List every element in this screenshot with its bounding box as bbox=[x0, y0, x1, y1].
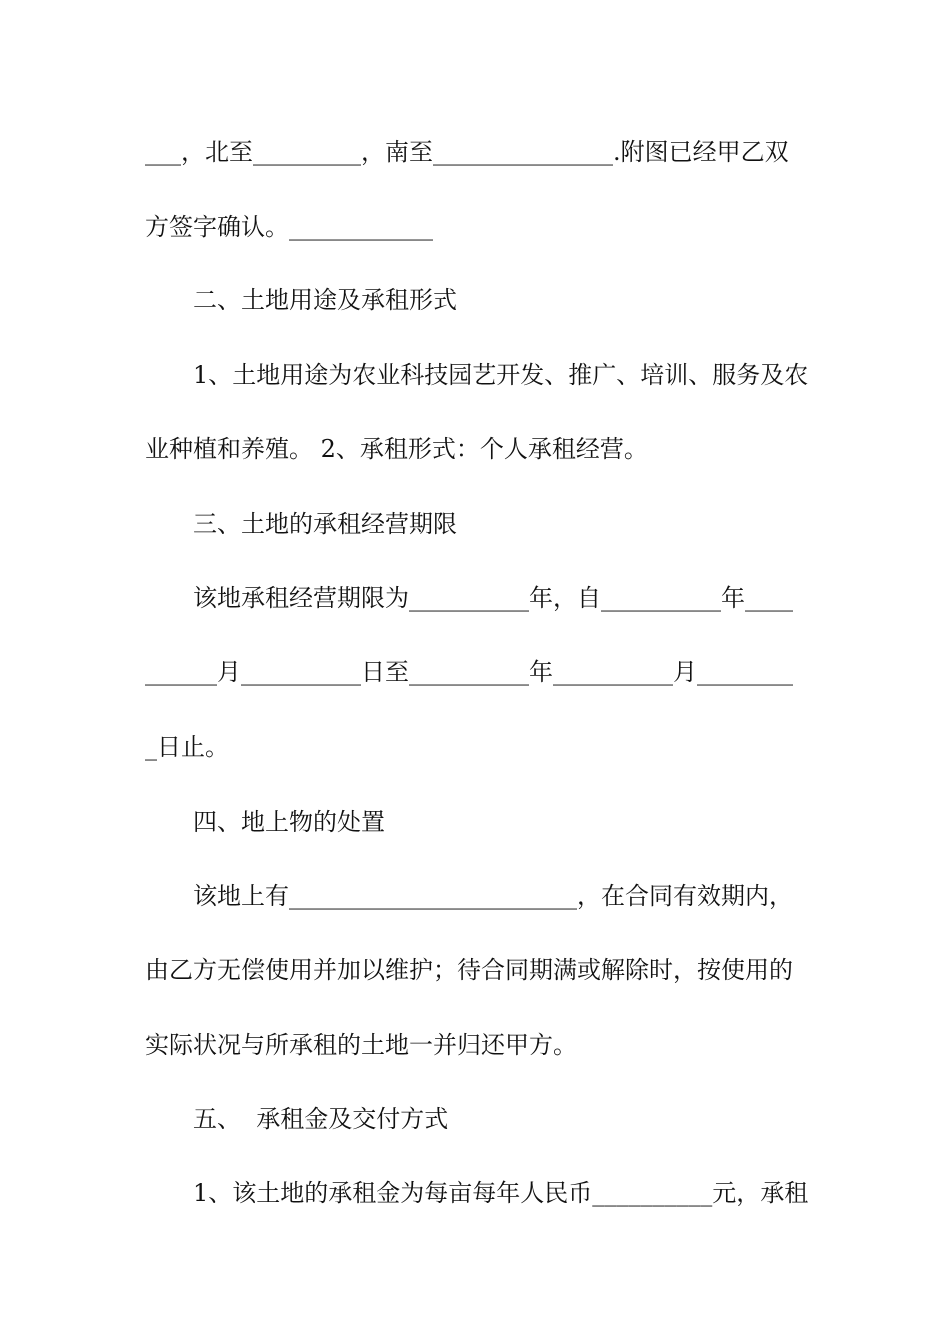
text-line: 该地上有________________________，在合同有效期内， bbox=[193, 882, 793, 910]
text-line: _日止。 bbox=[145, 733, 229, 761]
text-line: 1、该土地的承租金为每亩每年人民币__________元，承租 bbox=[193, 1179, 809, 1207]
section-heading: 三、土地的承租经营期限 bbox=[193, 510, 457, 538]
section-heading: 五、 承租金及交付方式 bbox=[193, 1105, 449, 1133]
text-line: 业种植和养殖。 2、承租形式：个人承租经营。 bbox=[145, 435, 648, 463]
text-line: 由乙方无偿使用并加以维护；待合同期满或解除时，按使用的 bbox=[145, 956, 793, 984]
text-line: 该地承租经营期限为__________年，自__________年____ bbox=[193, 584, 793, 612]
text-line: 方签字确认。____________ bbox=[145, 213, 433, 241]
text-line: ___，北至_________，南至_______________.附图已经甲乙双 bbox=[145, 138, 789, 166]
section-heading: 四、地上物的处置 bbox=[193, 808, 385, 836]
text-line: ______月__________日至__________年__________月________ bbox=[145, 658, 793, 686]
section-heading: 二、土地用途及承租形式 bbox=[193, 286, 457, 314]
text-line: 实际状况与所承租的土地一并归还甲方。 bbox=[145, 1031, 577, 1059]
text-line: 1、土地用途为农业科技园艺开发、推广、培训、服务及农 bbox=[193, 361, 809, 389]
